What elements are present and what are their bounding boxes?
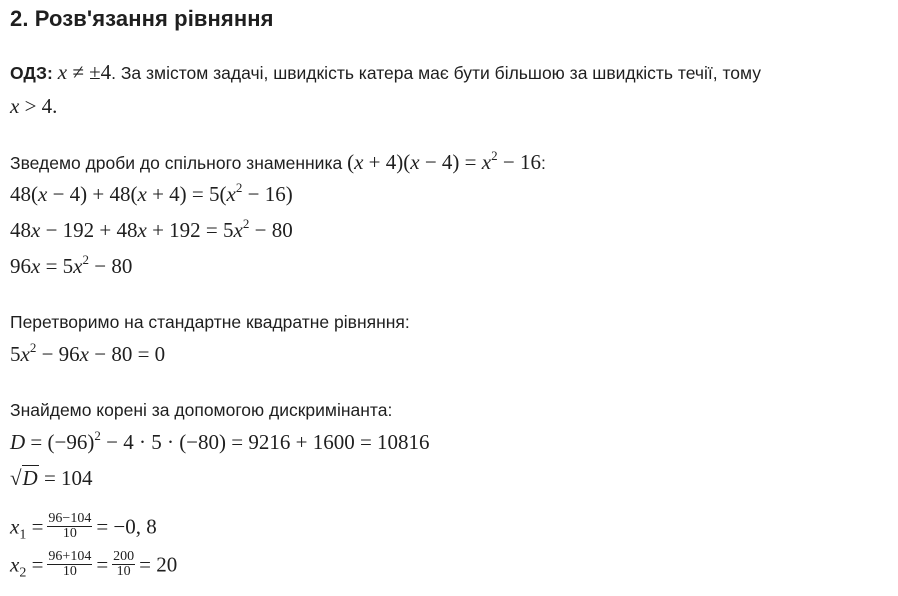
odz-condition-rest: ≠ ±4	[67, 60, 112, 84]
equation-line-2: $48x - 192 + 48x + 192 = 5x^2 - 80$	[10, 216, 293, 242]
fraction-numerator: 96−104	[48, 511, 92, 526]
odz-text: . За змістом задачі, швидкість катера має бути більшою за швидкість течії, тому	[111, 63, 761, 83]
root-x1-result: = −0, 8	[96, 514, 157, 539]
equation-line-1: $48(x - 4) + 48(x + 4) = 5(x^2 - 16)$	[10, 180, 293, 206]
step1-intro-text: Зведемо дроби до спільного знаменника	[10, 153, 348, 173]
root-x2-fraction	[47, 550, 92, 579]
odz-label: ОДЗ:	[10, 63, 53, 83]
denominator-math: $(x + 4)(x - 4) = x^2 - 16$	[347, 148, 541, 174]
sqrt-discriminant-line: √D = 104	[10, 466, 93, 490]
section-title: 2. Розв'язання рівняння	[10, 6, 274, 31]
odz-paragraph	[10, 60, 761, 85]
equation-line-3: $96x = 5x^2 - 80$	[10, 252, 133, 278]
fraction-numerator: 200	[113, 549, 135, 564]
step2-intro: Перетворимо на стандартне квадратне рівняння:	[10, 312, 410, 332]
odz-condition-math: x	[57, 60, 68, 84]
sqrt-symbol: √D	[10, 466, 38, 490]
root-x1-fraction	[47, 512, 92, 541]
root-x2-line: $x_2$ = $\frac{96+104}{10}$ = $\frac{200}{10}$ = 20	[10, 549, 178, 581]
step3-intro: Знайдемо корені за допомогою дискримінанта:	[10, 400, 393, 420]
fraction-denominator: 10	[116, 564, 131, 579]
conclusion-var: x	[10, 94, 20, 118]
step1-intro: Зведемо дроби до спільного знаменника $(x + 4)(x - 4) = x^2 - 16$:	[10, 148, 546, 174]
fraction-denominator: 10	[62, 564, 77, 579]
fraction-denominator: 10	[62, 526, 77, 541]
standard-quadratic: $5x^2 - 96x - 80 = 0$	[10, 340, 166, 366]
fraction-numerator: 96+104	[48, 549, 92, 564]
odz-conclusion	[10, 94, 57, 119]
root-x2-result: = 20	[139, 552, 178, 577]
conclusion-rest: > 4.	[19, 94, 58, 118]
root-x2-simplified-fraction	[112, 550, 135, 579]
root-x1-line: $x_1$ = $\frac{96-104}{10}$ = −0, 8	[10, 511, 157, 543]
discriminant-line: $D = (-96)^2 - 4 \cdot 5 \cdot (-80) = 9216 + 1600 = 10816$	[10, 428, 430, 454]
